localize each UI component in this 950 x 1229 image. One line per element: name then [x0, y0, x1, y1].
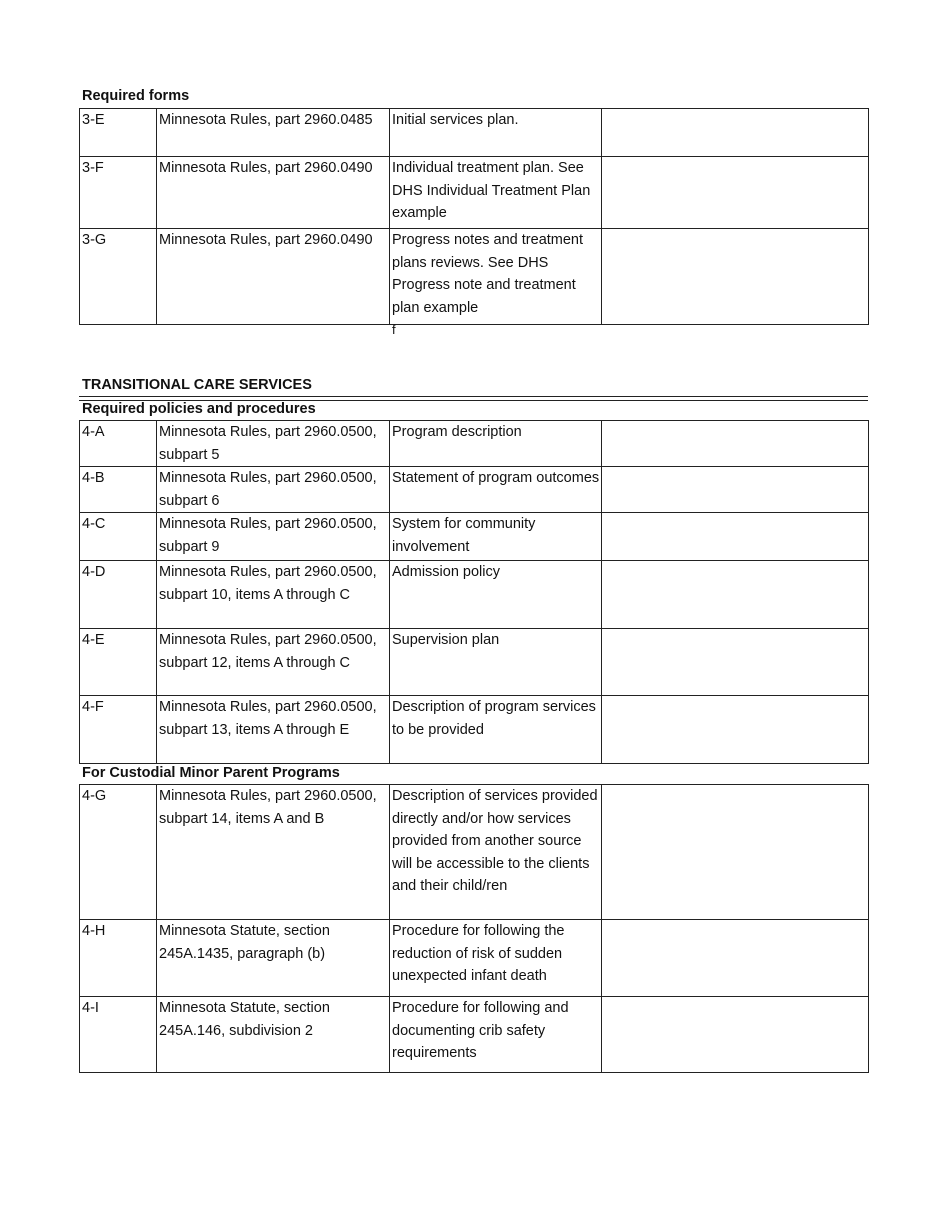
requirement-description: Statement of program outcomes [390, 467, 602, 513]
rule-citation: Minnesota Rules, part 2960.0490 [157, 157, 390, 229]
row-id: 4-G [80, 785, 157, 920]
table-row [80, 467, 869, 513]
notes-cell [602, 920, 869, 997]
notes-cell [602, 785, 869, 920]
rule-citation: Minnesota Statute, section 245A.146, subdivision 2 [157, 997, 390, 1073]
table-row [80, 629, 869, 696]
notes-cell [602, 997, 869, 1073]
table-row [80, 696, 869, 764]
requirement-description: Procedure for following and documenting crib safety requirements [390, 997, 602, 1073]
row-id: 4-A [80, 421, 157, 467]
requirement-description: Individual treatment plan. See DHS Individual Treatment Plan example [390, 157, 602, 229]
policies-subheading: Required policies and procedures [82, 401, 316, 417]
notes-cell [602, 421, 869, 467]
notes-cell [602, 109, 869, 157]
notes-cell [602, 696, 869, 764]
table-row [80, 109, 869, 157]
requirement-description: Supervision plan [390, 629, 602, 696]
custodial-table [79, 784, 869, 1073]
rule-citation: Minnesota Rules, part 2960.0500, subpart 5 [157, 421, 390, 467]
requirement-description: System for community involvement [390, 513, 602, 561]
row-id: 3-F [80, 157, 157, 229]
table-row [80, 920, 869, 997]
table-row [80, 561, 869, 629]
required-forms-table [79, 108, 869, 325]
requirement-description: Description of services provided directly and/or how services provided from another source will be accessible to the clients and their child/ren [390, 785, 602, 920]
table-row [80, 785, 869, 920]
table-row [80, 157, 869, 229]
rule-citation: Minnesota Statute, section 245A.1435, paragraph (b) [157, 920, 390, 997]
row-id: 4-D [80, 561, 157, 629]
required-forms-heading: Required forms [82, 88, 190, 104]
table-row [80, 229, 869, 325]
notes-cell [602, 629, 869, 696]
rule-citation: Minnesota Rules, part 2960.0500, subpart 14, items A and B [157, 785, 390, 920]
table-row [80, 513, 869, 561]
requirement-description: Program description [390, 421, 602, 467]
rule-citation: Minnesota Rules, part 2960.0500, subpart 6 [157, 467, 390, 513]
row-id: 4-E [80, 629, 157, 696]
rule-citation: Minnesota Rules, part 2960.0500, subpart 13, items A through E [157, 696, 390, 764]
rule-citation: Minnesota Rules, part 2960.0500, subpart 9 [157, 513, 390, 561]
requirement-description: Procedure for following the reduction of risk of sudden unexpected infant death [390, 920, 602, 997]
table-row [80, 997, 869, 1073]
requirement-description: Initial services plan. [390, 109, 602, 157]
rule-citation: Minnesota Rules, part 2960.0490 [157, 229, 390, 325]
policies-table [79, 420, 869, 764]
requirement-description: Description of program services to be provided [390, 696, 602, 764]
custodial-programs-subheading: For Custodial Minor Parent Programs [82, 765, 340, 781]
rule-citation: Minnesota Rules, part 2960.0500, subpart 12, items A through C [157, 629, 390, 696]
notes-cell [602, 157, 869, 229]
row-id: 4-F [80, 696, 157, 764]
rule-citation: Minnesota Rules, part 2960.0485 [157, 109, 390, 157]
row-id: 4-I [80, 997, 157, 1073]
stray-character: f [392, 322, 396, 337]
requirement-description: Progress notes and treatment plans reviews. See DHS Progress note and treatment plan example [390, 229, 602, 325]
row-id: 4-H [80, 920, 157, 997]
requirement-description: Admission policy [390, 561, 602, 629]
transitional-care-heading: TRANSITIONAL CARE SERVICES [82, 377, 312, 393]
notes-cell [602, 229, 869, 325]
rule-citation: Minnesota Rules, part 2960.0500, subpart 10, items A through C [157, 561, 390, 629]
row-id: 4-B [80, 467, 157, 513]
row-id: 3-G [80, 229, 157, 325]
notes-cell [602, 467, 869, 513]
row-id: 4-C [80, 513, 157, 561]
notes-cell [602, 561, 869, 629]
table-row [80, 421, 869, 467]
notes-cell [602, 513, 869, 561]
row-id: 3-E [80, 109, 157, 157]
